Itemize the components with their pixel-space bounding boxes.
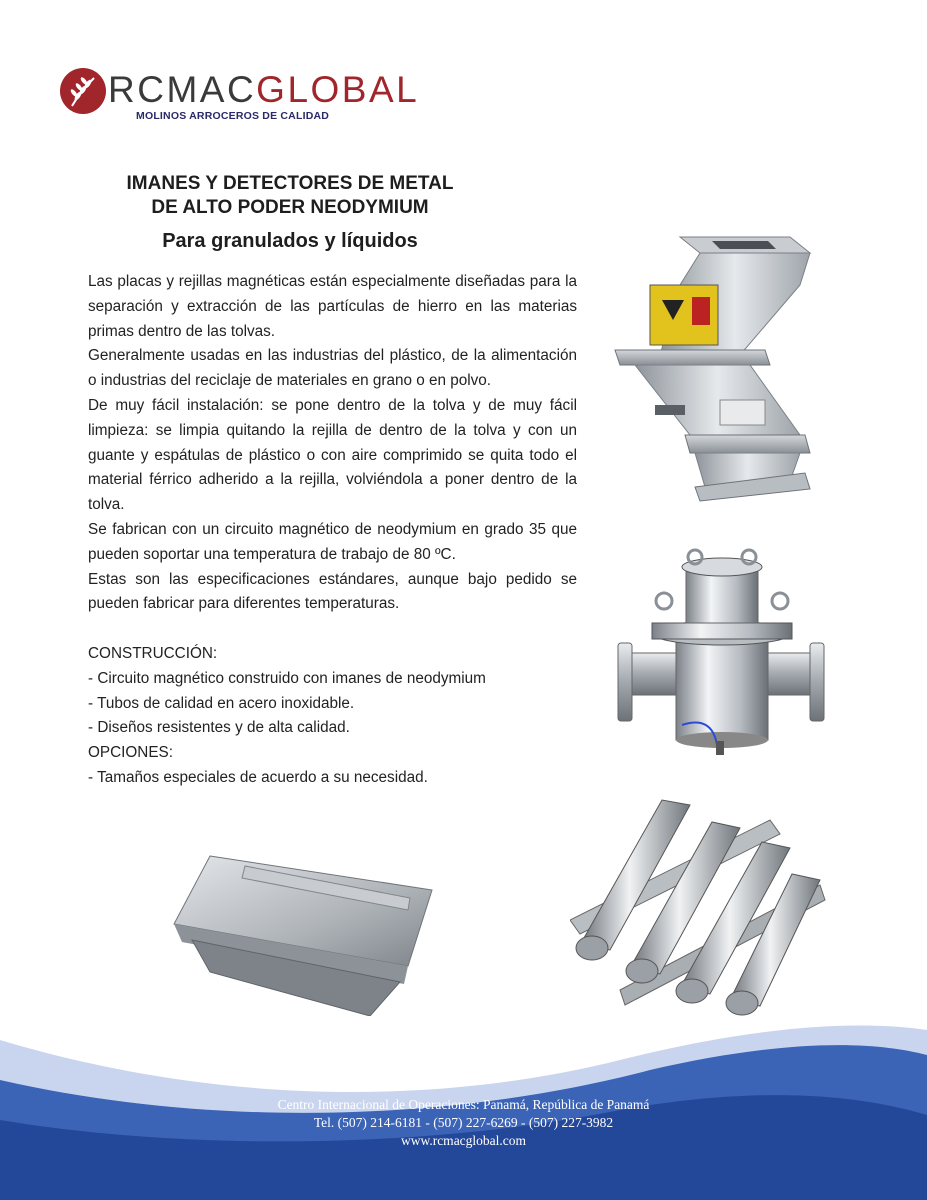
paragraph-4: Se fabrican con un circuito magnético de neodymium en grado 35 que pueden soportar una temperatura de trabajo de 80 ºC. (88, 520, 577, 563)
construction-item: - Tubos de calidad en acero inoxidable. (88, 694, 355, 712)
title-line-2: DE ALTO PODER NEODYMIUM (151, 197, 429, 218)
magnetic-grate-image (570, 790, 830, 1022)
paragraph-5: Estas son las especificaciones estándares, aunque bajo pedido se pueden fabricar para diferentes temperaturas. (88, 570, 577, 613)
page-subtitle: Para granulados y líquidos (162, 230, 418, 252)
paragraph-2: Generalmente usadas en las industrias del plástico, de la alimentación o industrias del reciclaje de materiales en grano o en polvo. (88, 347, 577, 390)
brand-tagline: MOLINOS ARROCEROS DE CALIDAD (136, 110, 330, 122)
title-line-1: IMANES Y DETECTORES DE METAL (126, 173, 454, 194)
paragraph-3: De muy fácil instalación: se pone dentro de la tolva y de muy fácil limpieza: se limpia quitando la rejilla de dentro de la tolva y con un guante y espátulas de plástico o con aire comprimido se quita todo el material férrico adherido a la rejilla, volviéndola a poner dentro de la tolva. (88, 396, 577, 514)
magnetic-plate-image (170, 838, 440, 1016)
footer-phone: Tel. (507) 214-6181 - (507) 227-6269 - (507) 227-3982 (313, 1115, 614, 1130)
options-item: - Tamaños especiales de acuerdo a su necesidad. (88, 768, 428, 786)
page-title (90, 172, 490, 220)
options-heading: OPCIONES: (88, 744, 173, 762)
construction-item: - Diseños resistentes y de alta calidad. (88, 719, 350, 737)
rice-emblem-icon (58, 66, 108, 116)
paragraph-1: Las placas y rejillas magnéticas están especialmente diseñadas para la separación y extracción de las partículas de hierro en las materias primas dentro de las tolvas. (88, 273, 577, 340)
brand-name-part2: GLOBAL (256, 69, 420, 110)
liquid-magnetic-filter-image (612, 545, 830, 760)
footer-address: Centro Internacional de Operaciones: Panamá, República de Panamá (277, 1097, 650, 1112)
brand-name-part1: RCMAC (108, 69, 257, 110)
construction-item: - Circuito magnético construido con imanes de neodymium (88, 669, 486, 687)
hopper-magnet-separator-image (600, 225, 825, 505)
construction-heading: CONSTRUCCIÓN: (88, 644, 218, 662)
body-text (88, 270, 577, 791)
footer-website[interactable]: www.rcmacglobal.com (400, 1133, 527, 1148)
brand-wordmark (108, 68, 419, 112)
company-logo (58, 64, 458, 124)
